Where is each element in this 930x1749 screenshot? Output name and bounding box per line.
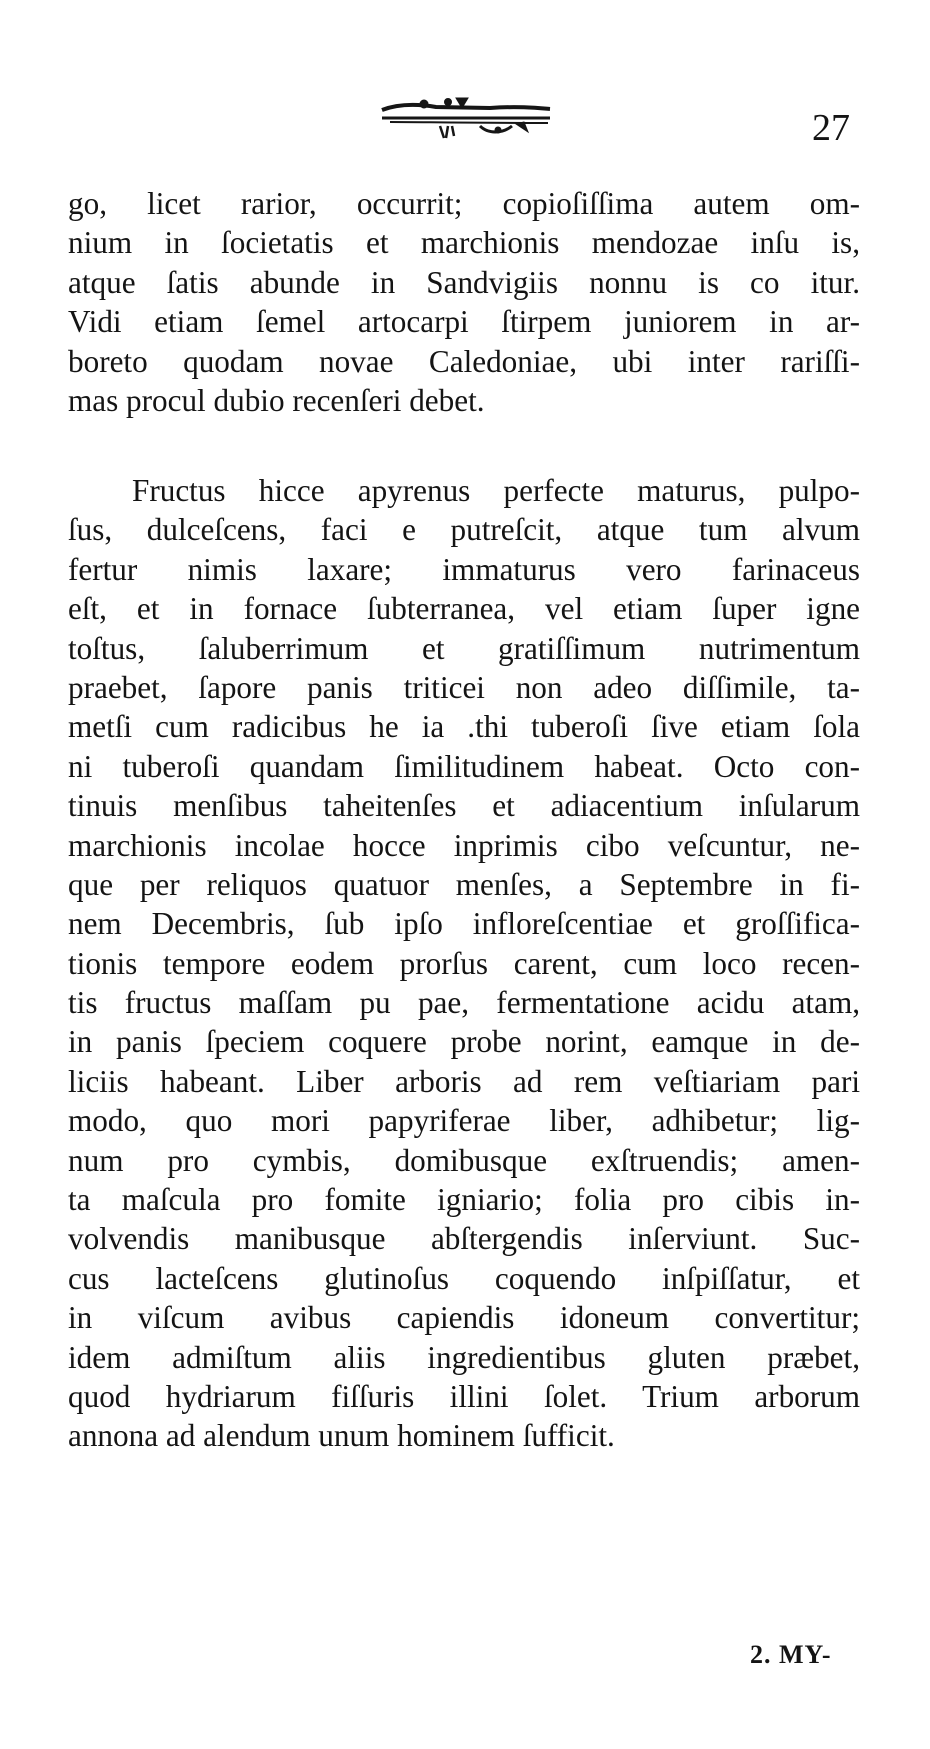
text-line: nium in ſocietatis et marchionis mendozae inſu is, <box>68 225 860 261</box>
text-line: quod hydriarum fiſſuris illini ſolet. Trium arborum <box>68 1378 860 1414</box>
text-line: tionis tempore eodem prorſus carent, cum loco recen- <box>68 945 860 981</box>
paragraph-2 <box>68 471 860 1456</box>
text-line: fertur nimis laxare; immaturus vero farinaceus <box>68 551 860 587</box>
text-line: metſi cum radicibus he ia .thi tuberoſi ſive etiam ſola <box>68 709 860 745</box>
text-line: que per reliquos quatuor menſes, a Septembre in fi- <box>68 866 860 902</box>
text-line: marchionis incolae hocce inprimis cibo veſcuntur, ne- <box>68 827 860 863</box>
text-line: tinuis menſibus taheitenſes et adiacentium inſularum <box>68 788 860 824</box>
catchword: 2. MY- <box>750 1640 832 1669</box>
text-line: modo, quo mori papyriferae liber, adhibetur; lig- <box>68 1103 860 1139</box>
text-line: liciis habeant. Liber arboris ad rem veſtiariam pari <box>68 1063 860 1099</box>
text-line: atque ſatis abunde in Sandvigiis nonnu is co itur. <box>68 264 860 300</box>
text-line: cus lacteſcens glutinoſus coquendo inſpiſſatur, et <box>68 1260 860 1296</box>
text-line: nem Decembris, ſub ipſo infloreſcentiae et groſſifica- <box>68 906 860 942</box>
page-number: 27 <box>812 107 850 149</box>
text-line: toſtus, ſaluberrimum et gratiſſimum nutrimentum <box>68 630 860 666</box>
text-line: in viſcum avibus capiendis idoneum convertitur; <box>68 1300 860 1336</box>
text-line: in panis ſpeciem coquere probe norint, eamque in de- <box>68 1024 860 1060</box>
text-line: praebet, ſapore panis triticei non adeo diſſimile, ta- <box>68 669 860 705</box>
text-line: go, licet rarior, occurrit; copioſiſſima autem om- <box>68 186 860 221</box>
text-line: tis fructus maſſam pu pae, fermentatione acidu atam, <box>68 985 860 1021</box>
text-line: Vidi etiam ſemel artocarpi ſtirpem juniorem in ar- <box>68 304 860 340</box>
text-line: Fructus hicce apyrenus perfecte maturus, pulpo- <box>132 473 860 508</box>
decorative-ornament-icon <box>378 92 556 148</box>
text-line: eſt, et in fornace ſubterranea, vel etiam ſuper igne <box>68 591 860 627</box>
text-line: volvendis manibusque abſtergendis inſerviunt. Suc- <box>68 1221 860 1257</box>
text-line: mas procul dubio recenſeri debet. <box>68 382 485 418</box>
text-line: ſus, dulceſcens, faci e putreſcit, atque tum alvum <box>68 512 860 548</box>
paragraph-1 <box>68 184 860 420</box>
text-line: ni tuberoſi quandam ſimilitudinem habeat. Octo con- <box>68 748 860 784</box>
text-line: ta maſcula pro fomite igniario; folia pro cibis in- <box>68 1182 860 1218</box>
text-line: idem admiſtum aliis ingredientibus gluten præbet, <box>68 1339 860 1375</box>
text-line: annona ad alendum unum hominem ſufficit. <box>68 1418 615 1454</box>
text-line: num pro cymbis, domibusque exſtruendis; amen- <box>68 1142 860 1178</box>
text-line: boreto quodam novae Caledoniae, ubi inter rariſſi- <box>68 343 860 379</box>
